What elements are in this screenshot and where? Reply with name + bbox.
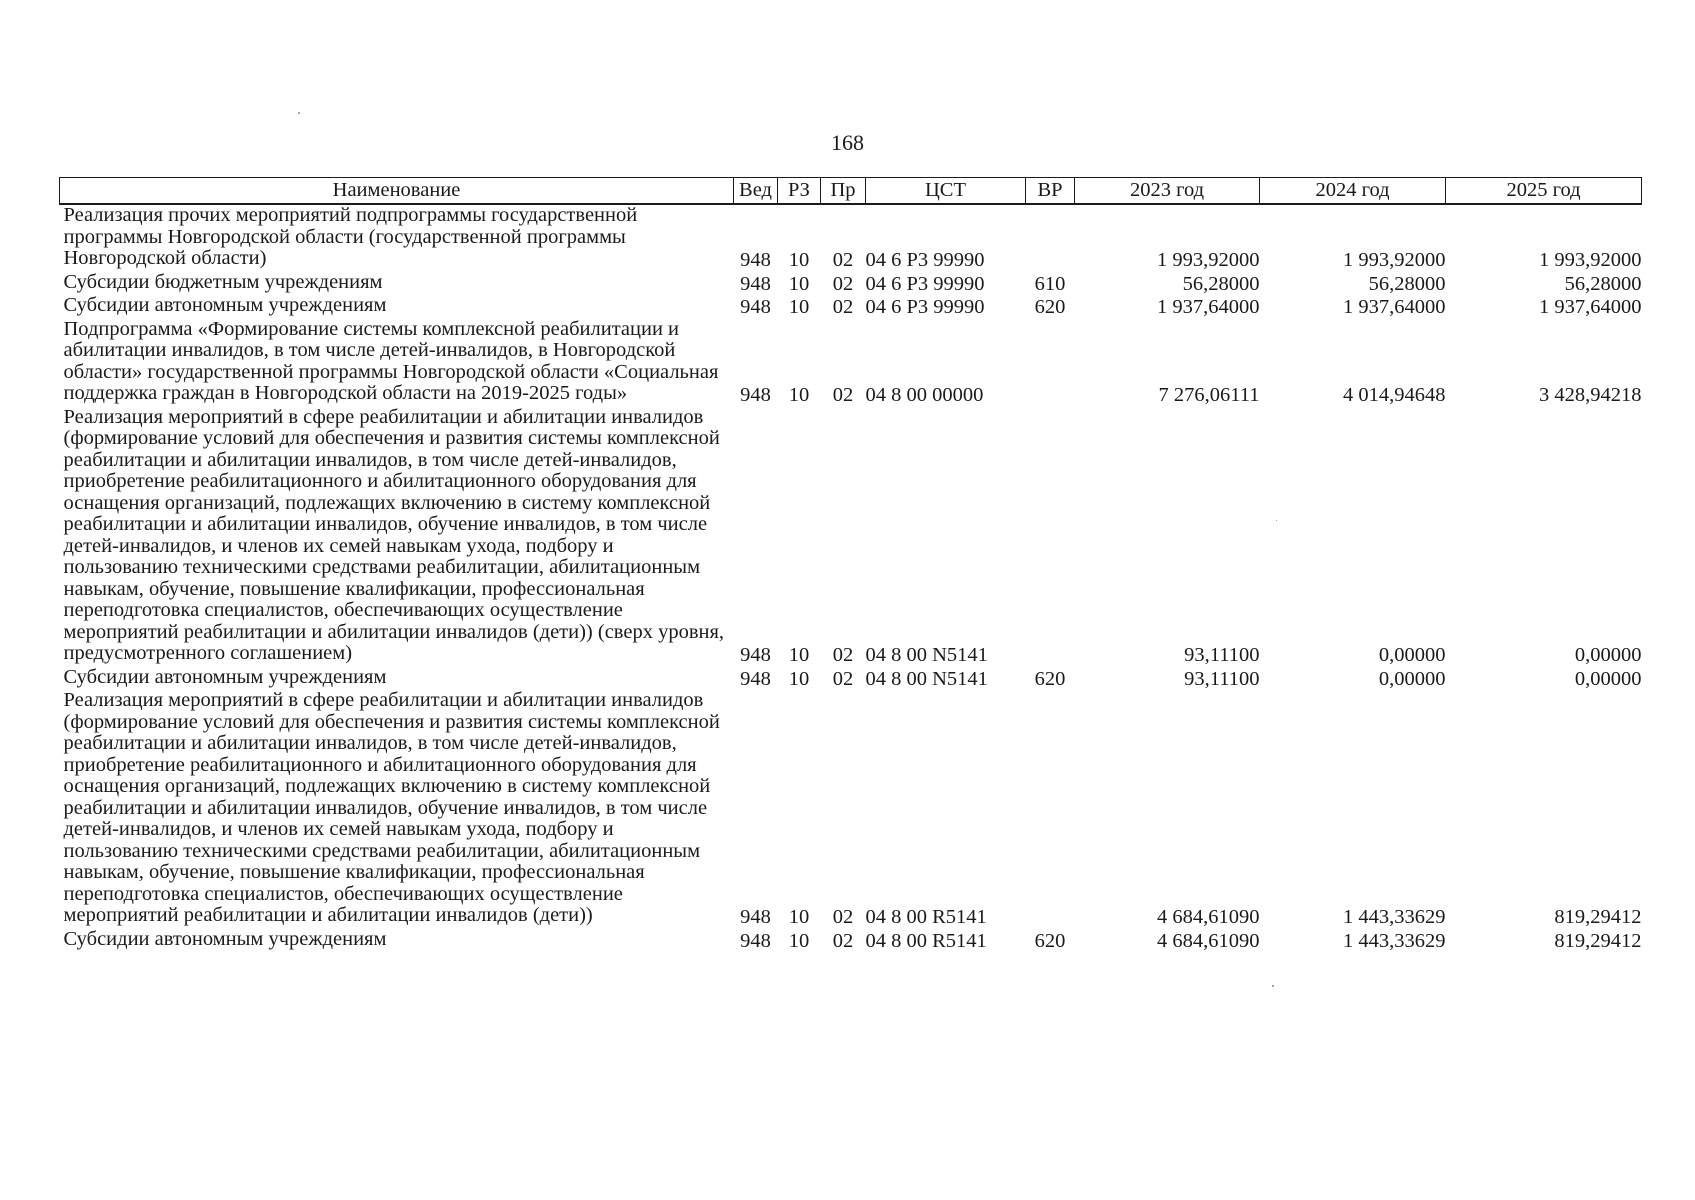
header-pr: Пр xyxy=(821,178,866,205)
table-row xyxy=(60,204,1642,272)
header-rz: РЗ xyxy=(778,178,821,205)
cell-2023: 93,11100 xyxy=(1184,667,1260,690)
cell-2024: 0,00000 xyxy=(1378,667,1446,690)
cell-2023: 93,11100 xyxy=(1184,644,1260,666)
cell-2023: 7 276,06111 xyxy=(1158,384,1260,406)
header-cst: ЦСТ xyxy=(866,178,1026,205)
cell-name xyxy=(60,319,734,407)
row-name-text: Реализация мероприятий в сфере реабилитации и абилитации инвалидов (формирование условий для обеспечения и развития системы комплексной реабилитации и абилитации инвалидов, в том числе детей-инвалидов, приобретение реабилитационного и абилитационного оборудования для оснащения организаций, подлежащих включению в систему комплексной реабилитации и абилитации инвалидов, обучение инвалидов, в том числе детей-инвалидов, и членов их семей навыкам ухода, подбору и пользованию техническими средствами реабилитации, абилитационным навыкам, обучение, повышение квалификации, профессиональная переподготовка специалистов, обеспечивающих осуществление мероприятий реабилитации и абилитации инвалидов (дети)) (сверх уровня, предусмотренного соглашением) xyxy=(63,405,725,664)
header-2023: 2023 год xyxy=(1075,178,1260,205)
row-name-text: Субсидии автономным учреждениям xyxy=(63,927,387,950)
cell-name xyxy=(60,407,734,667)
cell-2025: 1 937,64000 xyxy=(1539,296,1642,318)
header-2024: 2024 год xyxy=(1260,178,1446,205)
table-row xyxy=(60,929,1642,953)
row-name-text: Субсидии бюджетным учреждениям xyxy=(63,270,383,293)
table-row xyxy=(60,319,1642,407)
table-row xyxy=(60,667,1642,691)
cell-2024: 4 014,94648 xyxy=(1343,384,1446,406)
cell-name xyxy=(60,929,734,953)
header-name: Наименование xyxy=(60,178,734,205)
cell-2023: 4 684,61090 xyxy=(1157,906,1260,928)
header-ved: Вед xyxy=(734,178,778,205)
cell-2024: 1 443,33629 xyxy=(1343,929,1446,952)
cell-rz: 10 xyxy=(788,384,810,406)
cell-2025: 819,29412 xyxy=(1554,929,1642,952)
budget-table-container xyxy=(59,177,1641,952)
cell-ved: 948 xyxy=(740,906,771,928)
cell-name xyxy=(60,690,734,929)
cell-pr: 02 xyxy=(832,272,854,295)
cell-cst: 04 6 Р3 99990 xyxy=(865,296,985,318)
cell-rz: 10 xyxy=(788,644,810,666)
cell-2025: 0,00000 xyxy=(1574,667,1642,690)
cell-vr: 620 xyxy=(1034,929,1066,952)
cell-vr xyxy=(1026,690,1075,929)
cell-2025: 56,28000 xyxy=(1564,272,1642,295)
cell-vr xyxy=(1026,204,1075,272)
cell-name xyxy=(60,295,734,319)
cell-ved: 948 xyxy=(740,644,771,666)
table-row xyxy=(60,407,1642,667)
cell-ved: 948 xyxy=(740,929,771,952)
cell-2024: 0,00000 xyxy=(1378,644,1446,666)
row-name-text: Подпрограмма «Формирование системы комплексной реабилитации и абилитации инвалидов, в том числе детей-инвалидов, в Новгородской области» государственной программы Новгородской области «Социальная поддержка граждан в Новгородской области на 2019-2025 годы» xyxy=(63,317,719,404)
header-2025: 2025 год xyxy=(1446,178,1642,205)
table-header-row xyxy=(60,178,1642,205)
cell-vr: 620 xyxy=(1034,667,1066,690)
cell-2025: 0,00000 xyxy=(1574,644,1642,666)
cell-2024: 1 443,33629 xyxy=(1343,906,1446,928)
cell-name xyxy=(60,204,734,272)
cell-pr: 02 xyxy=(832,384,854,406)
cell-cst: 04 8 00 00000 xyxy=(865,384,984,406)
cell-vr: 620 xyxy=(1034,296,1066,318)
cell-2025: 819,29412 xyxy=(1554,906,1642,928)
cell-2024: 1 937,64000 xyxy=(1343,296,1446,318)
cell-cst: 04 8 00 R5141 xyxy=(865,929,987,952)
cell-vr xyxy=(1026,407,1075,667)
cell-pr: 02 xyxy=(832,906,854,928)
header-vr: ВР xyxy=(1026,178,1075,205)
cell-rz: 10 xyxy=(788,667,810,690)
cell-ved: 948 xyxy=(740,249,771,271)
cell-cst: 04 8 00 N5141 xyxy=(865,667,988,690)
row-name-text: Реализация прочих мероприятий подпрограммы государственной программы Новгородской области (государственной программы Новгородской области) xyxy=(63,204,638,269)
cell-pr: 02 xyxy=(832,667,854,690)
table-row xyxy=(60,295,1642,319)
cell-rz: 10 xyxy=(788,929,810,952)
cell-pr: 02 xyxy=(832,929,854,952)
cell-rz: 10 xyxy=(788,249,810,271)
cell-2023: 4 684,61090 xyxy=(1157,929,1260,952)
budget-table xyxy=(59,177,1642,952)
table-row xyxy=(60,272,1642,296)
cell-cst: 04 6 Р3 99990 xyxy=(865,272,985,295)
cell-ved: 948 xyxy=(740,296,771,318)
cell-rz: 10 xyxy=(788,272,810,295)
cell-rz: 10 xyxy=(788,906,810,928)
cell-rz: 10 xyxy=(788,296,810,318)
cell-cst: 04 8 00 R5141 xyxy=(865,906,987,928)
cell-pr: 02 xyxy=(832,249,854,271)
row-name-text: Субсидии автономным учреждениям xyxy=(63,294,387,316)
cell-2023: 1 937,64000 xyxy=(1157,296,1260,318)
cell-name xyxy=(60,272,734,296)
scan-speck xyxy=(298,112,300,114)
cell-2023: 56,28000 xyxy=(1182,272,1260,295)
cell-vr xyxy=(1026,319,1075,407)
cell-ved: 948 xyxy=(740,384,771,406)
cell-2023: 1 993,92000 xyxy=(1157,249,1260,271)
scan-speck xyxy=(1272,985,1274,987)
cell-2025: 1 993,92000 xyxy=(1539,249,1642,271)
table-row xyxy=(60,690,1642,929)
cell-ved: 948 xyxy=(740,272,771,295)
cell-cst: 04 6 Р3 99990 xyxy=(865,249,985,271)
cell-vr: 610 xyxy=(1034,272,1066,295)
cell-cst: 04 8 00 N5141 xyxy=(865,644,988,666)
page-number: 168 xyxy=(831,130,864,155)
row-name-text: Реализация мероприятий в сфере реабилитации и абилитации инвалидов (формирование условий для обеспечения и развития системы комплексной реабилитации и абилитации инвалидов, в том числе детей-инвалидов, приобретение реабилитационного и абилитационного оборудования для оснащения организаций, подлежащих включению в систему комплексной реабилитации и абилитации инвалидов, обучение инвалидов, в том числе детей-инвалидов, и членов их семей навыкам ухода, подбору и пользованию техническими средствами реабилитации, абилитационным навыкам, обучение, повышение квалификации, профессиональная переподготовка специалистов, обеспечивающих осуществление мероприятий реабилитации и абилитации инвалидов (дети)) xyxy=(63,689,720,926)
cell-2024: 1 993,92000 xyxy=(1343,249,1446,271)
cell-name xyxy=(60,667,734,691)
cell-pr: 02 xyxy=(832,644,854,666)
row-name-text: Субсидии автономным учреждениям xyxy=(63,665,387,688)
cell-2024: 56,28000 xyxy=(1368,272,1446,295)
table-body xyxy=(60,204,1642,952)
cell-pr: 02 xyxy=(832,296,854,318)
cell-2025: 3 428,94218 xyxy=(1539,384,1642,406)
cell-ved: 948 xyxy=(740,667,771,690)
